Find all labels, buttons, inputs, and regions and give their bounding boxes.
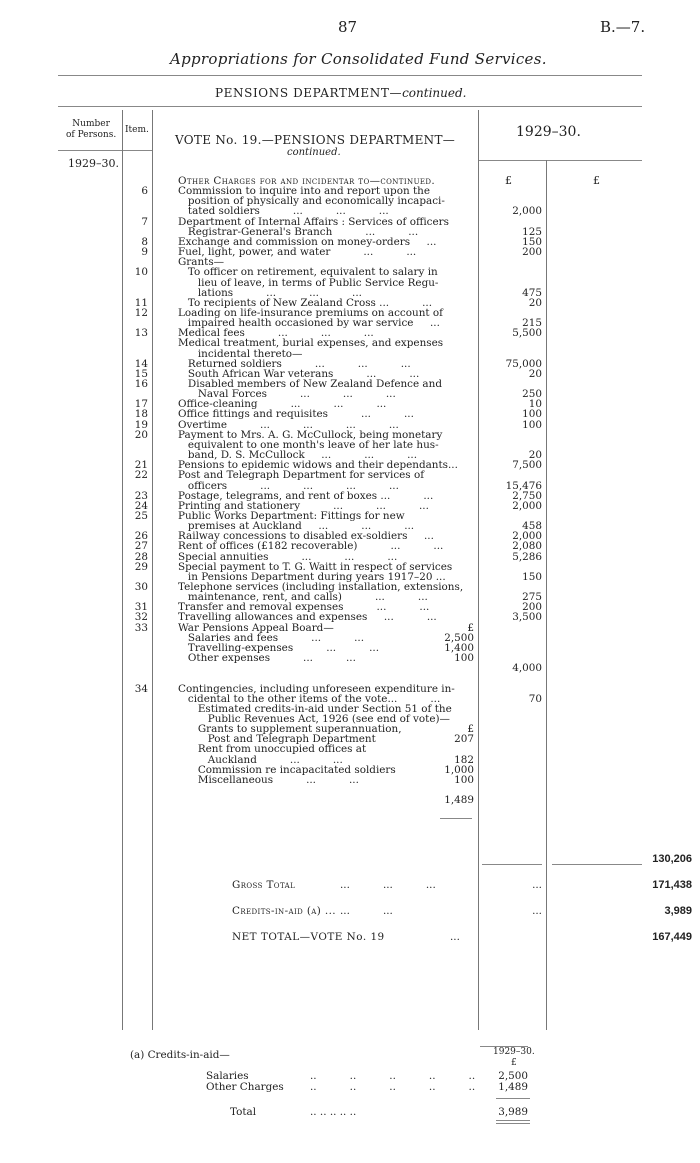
amount: 3,500	[512, 611, 542, 624]
sub-amount: 2,500	[444, 631, 474, 644]
item-description: Contingencies, including unforeseen expenditure in-	[178, 682, 455, 695]
item-description: Pensions to epidemic widows and their dependants...	[178, 459, 458, 472]
item-description: Public Works Department: Fittings for new	[178, 509, 405, 522]
amount: 4,000	[512, 662, 542, 675]
sub-amount: 1,000	[444, 763, 474, 776]
sub-amount: 182	[454, 753, 474, 766]
item-number: 10	[134, 266, 148, 279]
item-description: Travelling allowances and expenses ... ...	[178, 611, 437, 624]
item-description: Grants—	[178, 256, 225, 269]
page-title: Appropriations for Consolidated Fund Services.	[170, 50, 547, 68]
page-number: 87	[338, 18, 358, 36]
item-description: incidental thereto—	[178, 347, 303, 360]
header-top-rule	[58, 106, 642, 107]
header-number-of-persons: Number of Persons.	[66, 119, 117, 140]
amount: 275	[522, 591, 542, 604]
item-description: Post and Telegraph Department	[178, 733, 376, 746]
item-description: Overtime ... ... ... ...	[178, 418, 399, 431]
item-number: 18	[134, 408, 148, 421]
footnote-double-rule	[496, 1123, 530, 1124]
item-number: 7	[141, 215, 148, 228]
table-row	[0, 775, 700, 785]
table-row	[0, 795, 700, 805]
item-number: 26	[134, 530, 148, 543]
item-description: lations ... ... ...	[178, 286, 362, 299]
item-description: band, D. S. McCullock ... ... ...	[178, 449, 418, 462]
table-row	[0, 663, 700, 673]
item-description: Grants to supplement superannuation,	[178, 723, 402, 736]
item-description: Travelling-expenses ... ...	[178, 641, 380, 654]
footnote-label: Salaries	[206, 1070, 249, 1082]
table-row	[0, 785, 700, 795]
table-row	[0, 470, 700, 480]
amount: 215	[522, 317, 542, 330]
amount: 2,000	[512, 205, 542, 218]
amount: 150	[522, 235, 542, 248]
header-item: Item.	[125, 125, 149, 135]
footnote-total-label: Total	[230, 1106, 257, 1118]
amount: 250	[522, 388, 542, 401]
sub-amount: 1,400	[444, 641, 474, 654]
item-description: Fuel, light, power, and water ... ...	[178, 246, 417, 259]
footnote-year: 1929–30.	[493, 1047, 535, 1057]
item-number: 15	[134, 367, 148, 380]
item-description: officers ... ... ... ...	[178, 479, 399, 492]
item-description: Other Charges for and incidentar to—continued.	[178, 175, 436, 187]
item-description: Naval Forces ... ... ...	[178, 388, 396, 401]
total-col2: 3,989	[664, 905, 692, 917]
item-description: Office fittings and requisites ... ...	[178, 408, 414, 421]
item-number: 6	[141, 185, 148, 198]
total-row	[0, 906, 700, 918]
item-description: Auckland ... ...	[178, 753, 343, 766]
table-row	[0, 267, 700, 277]
amount: 2,000	[512, 499, 542, 512]
amount: 475	[522, 286, 542, 299]
table-row	[0, 206, 700, 216]
item-description: Other expenses ... ...	[178, 652, 356, 665]
amount: 2,000	[512, 530, 542, 543]
item-number: 21	[134, 459, 148, 472]
item-description: Special payment to T. G. Waitt in respect of services	[178, 560, 453, 573]
item-description: Special annuities ... ... ...	[178, 550, 398, 563]
item-description: Miscellaneous ... ...	[178, 773, 359, 786]
item-description: Medical fees ... ... ...	[178, 327, 374, 340]
item-number: 25	[134, 509, 148, 522]
col1-total-rule	[482, 864, 542, 865]
amount: 125	[522, 225, 542, 238]
item-number: 12	[134, 306, 148, 319]
col2-total-rule	[552, 864, 642, 865]
header-year-right: 1929–30.	[516, 124, 581, 140]
item-description: To recipients of New Zealand Cross ... ...	[178, 296, 433, 309]
item-description: Transfer and removal expenses ... ...	[178, 601, 430, 614]
subtotal-col2: 130,206	[652, 853, 692, 865]
title-rule	[58, 75, 642, 76]
footnote-total-value: 3,989	[498, 1106, 528, 1118]
item-description: Railway concessions to disabled ex-soldiers ...	[178, 530, 434, 543]
total-dots: ...	[450, 931, 460, 943]
item-description: Department of Internal Affairs : Services of officers	[178, 215, 449, 228]
total-row	[0, 932, 700, 944]
item-number: 16	[134, 378, 148, 390]
total-col1: ...	[532, 905, 542, 917]
table-row	[0, 247, 700, 257]
item-number: 11	[134, 296, 148, 309]
item-description: South African War veterans ... ...	[178, 367, 420, 380]
amount: 70	[528, 692, 542, 705]
item-number: 8	[141, 235, 148, 248]
total-col2: 167,449	[652, 931, 692, 943]
amount: 5,500	[512, 327, 542, 340]
sub-amount: 207	[454, 733, 474, 746]
item-number: 20	[134, 428, 148, 441]
item-number: 27	[134, 540, 148, 553]
amount: 20	[528, 296, 542, 309]
item-description: Disabled members of New Zealand Defence and	[178, 378, 442, 390]
total-row	[0, 880, 700, 892]
item-number: 23	[134, 489, 148, 502]
item-description: tated soldiers ... ... ...	[178, 205, 389, 218]
col2-unit: £	[593, 174, 600, 187]
amount: 7,500	[512, 459, 542, 472]
item-description: maintenance, rent, and calls) ... ...	[178, 591, 428, 604]
sub-amount: £	[467, 723, 474, 736]
item-description: premises at Auckland ... ... ...	[178, 520, 415, 533]
item-number: 28	[134, 550, 148, 563]
total-label: NET TOTAL—VOTE No. 19	[232, 931, 385, 943]
item-description: Rent from unoccupied offices at	[178, 743, 367, 756]
item-description: War Pensions Appeal Board—	[178, 621, 334, 634]
amount: 20	[528, 449, 542, 462]
item-description: impaired health occasioned by war service ...	[178, 317, 440, 330]
footnote-double-rule	[496, 1120, 530, 1121]
item-number: 19	[134, 418, 148, 431]
item-description: Printing and stationery ... ... ...	[178, 499, 429, 512]
amount: 100	[522, 418, 542, 431]
item-description: Rent of offices (£182 recoverable) ... ...	[178, 540, 444, 553]
item-description: Office-cleaning ... ... ...	[178, 398, 387, 411]
item-number: 33	[134, 621, 148, 634]
item-number: 30	[134, 581, 148, 593]
amount: 20	[528, 367, 542, 380]
footnote-rule	[496, 1098, 530, 1099]
footnote-intro: (a) Credits-in-aid—	[130, 1049, 230, 1061]
footnote-unit: £	[511, 1058, 517, 1068]
item-description: Estimated credits-in-aid under Section 51 of the	[178, 702, 452, 715]
subtotal-rule	[440, 818, 472, 819]
amount: 200	[522, 246, 542, 259]
page-reference: B.—7.	[600, 18, 646, 36]
item-description: Returned soldiers ... ... ...	[178, 357, 411, 370]
item-description: cidental to the other items of the vote... ...	[178, 692, 441, 705]
footnote-top-rule	[480, 1046, 528, 1047]
item-description: Exchange and commission on money-orders ...	[178, 235, 437, 248]
item-number: 13	[134, 327, 148, 340]
header-left-rule	[58, 150, 152, 151]
footnote-total-dots: .. .. .. .. ..	[310, 1106, 357, 1118]
item-number: 24	[134, 499, 148, 512]
table-row	[0, 684, 700, 694]
sub-amount: 100	[454, 773, 474, 786]
total-label: Credits-in-aid (a) ...	[232, 905, 336, 917]
footnote-dots: .. .. .. .. ..	[310, 1070, 476, 1082]
footnote-dots: .. .. .. .. ..	[310, 1081, 476, 1093]
item-description: Loading on life-insurance premiums on account of	[178, 306, 443, 319]
item-description: Payment to Mrs. A. G. McCullock, being monetary	[178, 428, 443, 441]
item-description: Telephone services (including installation, extensions,	[178, 581, 464, 593]
item-description: Public Revenues Act, 1926 (see end of vote)—	[178, 712, 450, 725]
item-number: 32	[134, 611, 148, 624]
col1-unit: £	[505, 174, 512, 187]
item-description: lieu of leave, in terms of Public Service Regu-	[178, 276, 439, 289]
table-row	[0, 612, 700, 622]
amount: 150	[522, 570, 542, 583]
item-description: Medical treatment, burial expenses, and expenses	[178, 337, 444, 350]
total-col1: ...	[532, 879, 542, 891]
sub-amount: £	[467, 621, 474, 634]
header-right-rule	[478, 160, 642, 161]
amount: 15,476	[505, 479, 542, 492]
total-dots: ... ... ...	[340, 879, 436, 891]
item-description: in Pensions Department during years 1917–20 ...	[178, 570, 446, 583]
table-row	[0, 278, 700, 288]
item-number: 17	[134, 398, 148, 411]
table-row	[0, 409, 700, 419]
table-row	[0, 481, 700, 491]
total-col2: 171,438	[652, 879, 692, 891]
item-number: 22	[134, 469, 148, 482]
total-label: Gross Total	[232, 879, 296, 891]
item-number: 31	[134, 601, 148, 614]
vote-heading-continued: continued.	[287, 147, 341, 158]
item-description: position of physically and economically incapaci-	[178, 195, 445, 208]
amount: 100	[522, 408, 542, 421]
section-title: PENSIONS DEPARTMENT—continued.	[215, 86, 467, 100]
amount: 200	[522, 601, 542, 614]
item-number: 9	[141, 246, 148, 259]
amount: 10	[528, 398, 542, 411]
sub-amount: 100	[454, 652, 474, 665]
table-row	[0, 744, 700, 754]
item-number: 34	[134, 682, 148, 695]
item-description: Commission to inquire into and report upon the	[178, 185, 430, 198]
item-description: Commission re incapacitated soldiers	[178, 763, 396, 776]
footnote-value: 2,500	[498, 1070, 528, 1082]
amount: 2,080	[512, 540, 542, 553]
amount: 2,750	[512, 489, 542, 502]
amount: 458	[522, 520, 542, 533]
amount: 5,286	[512, 550, 542, 563]
item-description: To officer on retirement, equivalent to salary in	[178, 266, 438, 279]
item-number: 14	[134, 357, 148, 370]
item-description: Post and Telegraph Department for services of	[178, 469, 425, 482]
item-description: Salaries and fees ... ...	[178, 631, 365, 644]
item-description: Postage, telegrams, and rent of boxes ... ...	[178, 489, 434, 502]
table-row	[0, 541, 700, 551]
header-year-left: 1929–30.	[68, 157, 119, 170]
table-row	[0, 673, 700, 683]
item-description: equivalent to one month's leave of her late hus-	[178, 438, 439, 451]
table-row	[0, 338, 700, 348]
total-dots: ... ...	[340, 905, 393, 917]
sub-amount: 1,489	[444, 794, 474, 807]
footnote-value: 1,489	[498, 1081, 528, 1093]
footnote-label: Other Charges	[206, 1081, 284, 1093]
amount: 75,000	[505, 357, 542, 370]
vote-heading: VOTE No. 19.—PENSIONS DEPARTMENT—	[175, 133, 456, 147]
item-description: Registrar-General's Branch ... ...	[178, 225, 419, 238]
item-number: 29	[134, 560, 148, 573]
table-row	[0, 653, 700, 663]
